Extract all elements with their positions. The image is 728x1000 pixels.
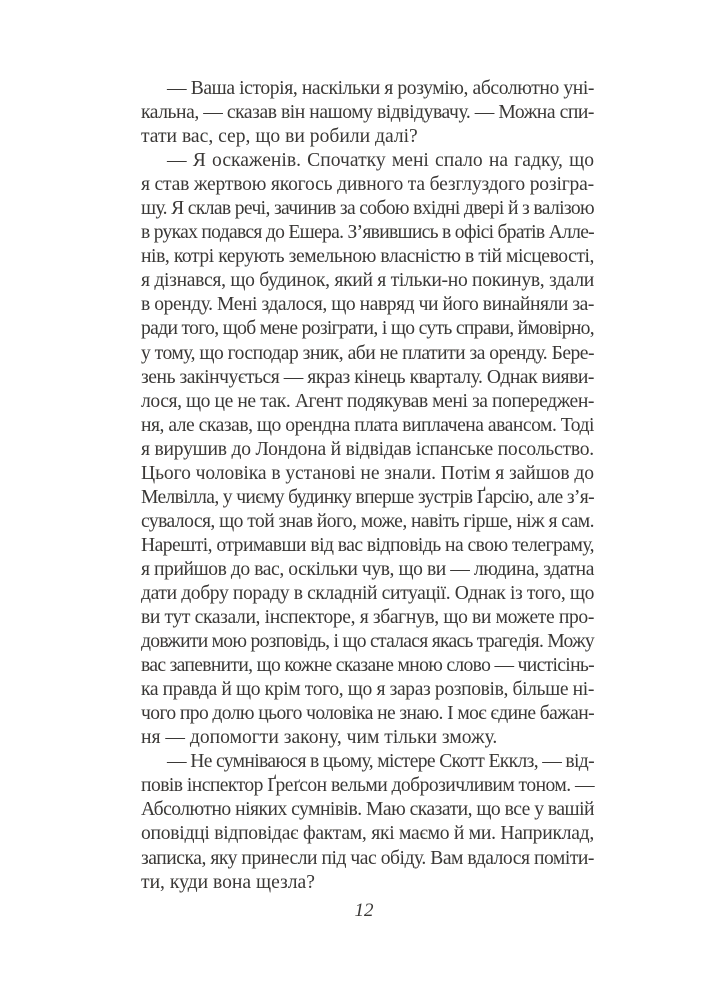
text-line: в оренду. Мені здалося, що навряд чи його винайняли за- bbox=[141, 294, 594, 316]
text-line: нів, котрі керують земельною власністю в тій місцевості, bbox=[141, 246, 594, 268]
text-line: Мелвілла, у чиєму будинку вперше зустрів Ґарсію, але з’я- bbox=[141, 486, 594, 508]
text-line: я прийшов до вас, оскільки чув, що ви — людина, здатна bbox=[141, 558, 594, 580]
text-line: ради того, щоб мене розіграти, і що суть справи, ймовірно, bbox=[141, 318, 594, 340]
text-line: ня, але сказав, що орендна плата виплачена авансом. Тоді bbox=[141, 414, 594, 436]
text-line: оповідці відповідає фактам, які маємо й ми. Наприклад, bbox=[141, 823, 594, 845]
text-line: чого про долю цього чоловіка не знаю. І моє єдине бажан- bbox=[141, 703, 594, 725]
text-line: ви тут сказали, інспекторе, я збагнув, що ви можете про- bbox=[141, 607, 594, 629]
text-line: — Не сумніваюся в цьому, містере Скотт Екклз, — від- bbox=[167, 751, 594, 773]
text-line: я вирушив до Лондона й відвідав іспанське посольство. bbox=[141, 438, 594, 460]
text-line: ти, куди вона щезла? bbox=[141, 871, 315, 893]
page-body bbox=[141, 77, 594, 895]
text-line: тати вас, сер, що ви робили далі? bbox=[141, 126, 418, 148]
text-line: зень закінчується — якраз кінець кварталу. Однак вияви- bbox=[141, 366, 594, 388]
paragraph-3 bbox=[141, 750, 594, 894]
page-number: 12 bbox=[354, 900, 374, 921]
text-line: Абсолютно ніяких сумнівів. Маю сказати, що все у вашій bbox=[141, 799, 594, 821]
paragraph-2 bbox=[141, 149, 594, 750]
text-line: в руках подався до Ешера. З’явившись в офісі братів Алле- bbox=[141, 222, 594, 244]
text-line: ка правда й що крім того, що я зараз розповів, більше ні- bbox=[141, 679, 594, 701]
text-line: я став жертвою якогось дивного та безглуздого розігра- bbox=[141, 174, 594, 196]
text-line: Нарешті, отримавши від вас відповідь на свою телеграму, bbox=[141, 534, 594, 556]
text-line: — Ваша історія, наскільки я розумію, абсолютно уні- bbox=[167, 78, 594, 99]
text-line: — Я оскаженів. Спочатку мені спало на гадку, що bbox=[167, 150, 594, 172]
text-line: дати добру пораду в складній ситуації. Однак із того, що bbox=[141, 582, 594, 604]
text-line: ня — допомогти закону, чим тільки зможу. bbox=[141, 727, 498, 749]
text-line: шу. Я склав речі, зачинив за собою вхідні двері й з валізою bbox=[141, 198, 594, 220]
text-line: записка, яку принесли під час обіду. Вам вдалося поміти- bbox=[141, 847, 594, 869]
paragraph-1 bbox=[141, 77, 594, 149]
text-line: лося, що це не так. Агент подякував мені за попереджен- bbox=[141, 390, 594, 412]
text-line: сувалося, що той знав його, може, навіть гірше, ніж я сам. bbox=[141, 510, 594, 532]
text-line: кальна, — сказав він нашому відвідувачу. — Можна спи- bbox=[141, 102, 594, 124]
text-line: довжити мою розповідь, і що сталася якась трагедія. Можу bbox=[141, 631, 594, 653]
text-line: вас запевнити, що кожне сказане мною слово — чистісінь- bbox=[141, 655, 594, 677]
text-line: повів інспектор Ґреґсон вельми доброзичливим тоном. — bbox=[141, 775, 594, 797]
text-line: Цього чоловіка в установі не знали. Потім я зайшов до bbox=[141, 462, 594, 484]
text-line: у тому, що господар зник, аби не платити за оренду. Бере- bbox=[141, 342, 594, 364]
text-line: я дізнався, що будинок, який я тільки-но покинув, здали bbox=[141, 270, 594, 292]
